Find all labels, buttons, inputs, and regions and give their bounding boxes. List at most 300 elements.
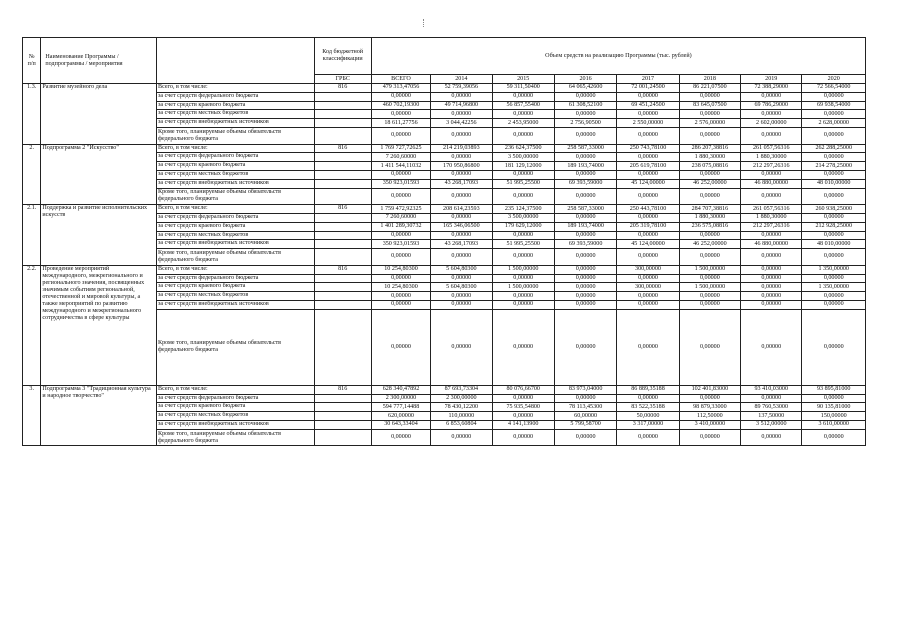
funding-source-label: Всего, в том числе:: [157, 144, 315, 153]
year-value-cell: 0,00000: [554, 249, 616, 266]
grbs-code: [314, 283, 371, 292]
year-value-cell: 112,50000: [679, 412, 740, 421]
year-value-cell: 83 522,35188: [617, 403, 679, 412]
year-value-cell: 0,00000: [431, 153, 492, 162]
year-value-cell: 0,00000: [802, 231, 866, 240]
year-value-cell: 150,00000: [802, 412, 866, 421]
year-value-cell: 137,50000: [741, 412, 802, 421]
year-value-cell: 78 430,12200: [431, 403, 492, 412]
col-code-header: Код бюджетной классификации: [314, 38, 371, 75]
year-value-cell: 0,00000: [679, 429, 740, 446]
year-value-cell: 0,00000: [492, 188, 554, 205]
year-value-cell: 0,00000: [431, 274, 492, 283]
year-value-cell: 0,00000: [492, 394, 554, 403]
total-value-cell: 7 260,60000: [371, 213, 430, 222]
grbs-code: [314, 300, 371, 309]
year-value-cell: 0,00000: [554, 292, 616, 301]
year-value-cell: 0,00000: [802, 249, 866, 266]
year-value-cell: 0,00000: [431, 188, 492, 205]
grbs-code: [314, 274, 371, 283]
year-value-cell: 80 076,66700: [492, 385, 554, 394]
year-value-cell: 0,00000: [554, 309, 616, 385]
year-value-cell: 78 113,45300: [554, 403, 616, 412]
funding-source-label: Всего, в том числе:: [157, 265, 315, 274]
year-value-cell: 1 500,00000: [492, 265, 554, 274]
year-value-cell: 0,00000: [679, 274, 740, 283]
year-value-cell: 170 950,86800: [431, 162, 492, 171]
year-value-cell: 1 350,00000: [802, 283, 866, 292]
year-value-cell: 0,00000: [617, 231, 679, 240]
year-value-cell: 1 350,00000: [802, 265, 866, 274]
row-number: 2.2.: [23, 265, 41, 385]
year-value-cell: 0,00000: [741, 170, 802, 179]
funding-source-label: за счет средств местных бюджетов: [157, 110, 315, 119]
year-value-cell: 0,00000: [554, 110, 616, 119]
funding-source-label: за счет средств внебюджетных источников: [157, 420, 315, 429]
year-value-cell: 0,00000: [554, 231, 616, 240]
year-value-cell: 205 319,78100: [617, 222, 679, 231]
total-value-cell: 1 411 544,11032: [371, 162, 430, 171]
year-value-cell: 261 057,56316: [741, 205, 802, 214]
year-value-cell: 46 880,00000: [741, 240, 802, 249]
year-value-cell: 86 889,35188: [617, 385, 679, 394]
year-value-cell: 235 124,37500: [492, 205, 554, 214]
year-value-cell: 0,00000: [492, 110, 554, 119]
grbs-code: 816: [314, 144, 371, 153]
total-value-cell: 1 769 727,72625: [371, 144, 430, 153]
year-value-cell: 0,00000: [802, 92, 866, 101]
col-year-header: 2020: [802, 75, 866, 84]
year-value-cell: 0,00000: [802, 274, 866, 283]
year-value-cell: 0,00000: [554, 429, 616, 446]
year-value-cell: 165 346,06500: [431, 222, 492, 231]
grbs-code: [314, 249, 371, 266]
year-value-cell: 46 252,00000: [679, 240, 740, 249]
year-value-cell: 2 453,95000: [492, 119, 554, 128]
row-number: 1.3.: [23, 84, 41, 145]
year-value-cell: 69 451,24500: [617, 101, 679, 110]
funding-source-label: Кроме того, планируемые объемы обязательств федерального бюджета: [157, 249, 315, 266]
year-value-cell: 0,00000: [802, 170, 866, 179]
year-value-cell: 5 604,80300: [431, 265, 492, 274]
year-value-cell: 3 410,00000: [679, 420, 740, 429]
total-value-cell: 0,00000: [371, 309, 430, 385]
year-value-cell: 0,00000: [679, 249, 740, 266]
year-value-cell: 0,00000: [617, 274, 679, 283]
funding-source-label: за счет средств краевого бюджета: [157, 283, 315, 292]
year-value-cell: 179 629,12000: [492, 222, 554, 231]
year-value-cell: 0,00000: [617, 153, 679, 162]
total-value-cell: 0,00000: [371, 231, 430, 240]
total-value-cell: 1 401 289,30732: [371, 222, 430, 231]
program-name: Развитие музейного дела: [41, 84, 157, 145]
funding-source-label: Всего, в том числе:: [157, 385, 315, 394]
year-value-cell: 181 129,12000: [492, 162, 554, 171]
year-value-cell: 0,00000: [617, 188, 679, 205]
total-value-cell: 7 260,60000: [371, 153, 430, 162]
year-value-cell: 1 880,30000: [679, 213, 740, 222]
year-value-cell: 0,00000: [431, 92, 492, 101]
year-value-cell: 0,00000: [554, 394, 616, 403]
col-year-header: 2019: [741, 75, 802, 84]
year-value-cell: 214 278,25000: [802, 162, 866, 171]
year-value-cell: 0,00000: [741, 92, 802, 101]
year-value-cell: 0,00000: [554, 265, 616, 274]
year-value-cell: 238 075,08816: [679, 162, 740, 171]
total-value-cell: 0,00000: [371, 127, 430, 144]
year-value-cell: 52 759,39056: [431, 84, 492, 93]
year-value-cell: 0,00000: [617, 300, 679, 309]
funding-source-label: за счет средств краевого бюджета: [157, 403, 315, 412]
total-value-cell: 0,00000: [371, 188, 430, 205]
year-value-cell: 0,00000: [617, 309, 679, 385]
year-value-cell: 3 500,00000: [492, 213, 554, 222]
year-value-cell: 0,00000: [492, 274, 554, 283]
table-row: [23, 205, 866, 214]
col-year-header: 2017: [617, 75, 679, 84]
table-row: [23, 144, 866, 153]
year-value-cell: 86 221,07500: [679, 84, 740, 93]
year-value-cell: 2 628,00000: [802, 119, 866, 128]
year-value-cell: 0,00000: [741, 265, 802, 274]
col-total-header: ВСЕГО: [371, 75, 430, 84]
year-value-cell: 0,00000: [802, 429, 866, 446]
row-number: 3.: [23, 385, 41, 446]
total-value-cell: 10 254,80300: [371, 283, 430, 292]
funding-source-label: Кроме того, планируемые объемы обязательств федерального бюджета: [157, 429, 315, 446]
year-value-cell: 0,00000: [741, 231, 802, 240]
total-value-cell: 0,00000: [371, 429, 430, 446]
year-value-cell: 69 393,59000: [554, 240, 616, 249]
funding-source-label: Кроме того, планируемые объемы обязательств федерального бюджета: [157, 309, 315, 385]
grbs-code: [314, 429, 371, 446]
year-value-cell: 43 268,17093: [431, 240, 492, 249]
year-value-cell: 212 928,25000: [802, 222, 866, 231]
year-value-cell: 0,00000: [431, 249, 492, 266]
grbs-code: [314, 403, 371, 412]
year-value-cell: 5 799,58700: [554, 420, 616, 429]
year-value-cell: 0,00000: [802, 127, 866, 144]
funding-source-label: за счет средств краевого бюджета: [157, 162, 315, 171]
funding-source-label: за счет средств федерального бюджета: [157, 92, 315, 101]
col-year-header: 2018: [679, 75, 740, 84]
program-name: Проведение мероприятий международного, межрегионального и регионального значения, посвященных значимым событиям региональной, отечественной и мировой культуры, а также мероприятий по развитию международного и межрегионального сотрудничества в сфере культуры: [41, 265, 157, 385]
year-value-cell: 45 124,00000: [617, 240, 679, 249]
grbs-code: [314, 127, 371, 144]
year-value-cell: 51 995,25500: [492, 179, 554, 188]
col-year-header: 2016: [554, 75, 616, 84]
year-value-cell: 0,00000: [431, 127, 492, 144]
grbs-code: [314, 153, 371, 162]
year-value-cell: 2 756,90500: [554, 119, 616, 128]
year-value-cell: 0,00000: [802, 110, 866, 119]
funding-source-label: за счет средств федерального бюджета: [157, 274, 315, 283]
year-value-cell: 1 500,00000: [679, 265, 740, 274]
year-value-cell: 0,00000: [617, 110, 679, 119]
grbs-code: [314, 292, 371, 301]
year-value-cell: 2 602,00000: [741, 119, 802, 128]
year-value-cell: 98 879,33000: [679, 403, 740, 412]
funding-source-label: за счет средств внебюджетных источников: [157, 179, 315, 188]
year-value-cell: 75 935,54800: [492, 403, 554, 412]
grbs-code: [314, 231, 371, 240]
grbs-code: [314, 92, 371, 101]
year-value-cell: 0,00000: [554, 300, 616, 309]
year-value-cell: 72 566,54000: [802, 84, 866, 93]
col-num-header: № п/п: [23, 38, 41, 84]
year-value-cell: 46 880,00000: [741, 179, 802, 188]
year-value-cell: 4 141,13900: [492, 420, 554, 429]
grbs-code: [314, 162, 371, 171]
year-value-cell: 72 001,24500: [617, 84, 679, 93]
year-value-cell: 0,00000: [554, 127, 616, 144]
year-value-cell: 189 193,74000: [554, 222, 616, 231]
year-value-cell: 87 693,73304: [431, 385, 492, 394]
year-value-cell: 0,00000: [679, 170, 740, 179]
year-value-cell: 0,00000: [492, 92, 554, 101]
funding-source-label: за счет средств федерального бюджета: [157, 213, 315, 222]
year-value-cell: 1 880,30000: [741, 213, 802, 222]
funding-source-label: за счет средств местных бюджетов: [157, 170, 315, 179]
page-marker: [423, 19, 426, 27]
year-value-cell: 43 268,17093: [431, 179, 492, 188]
year-value-cell: 0,00000: [431, 429, 492, 446]
year-value-cell: 102 401,83000: [679, 385, 740, 394]
year-value-cell: 56 857,55400: [492, 101, 554, 110]
year-value-cell: 0,00000: [679, 127, 740, 144]
year-value-cell: 0,00000: [679, 300, 740, 309]
year-value-cell: 0,00000: [802, 188, 866, 205]
year-value-cell: 250 443,78100: [617, 205, 679, 214]
col-grbs-header: ГРБС: [314, 75, 371, 84]
year-value-cell: 0,00000: [741, 394, 802, 403]
total-value-cell: 594 777,14488: [371, 403, 430, 412]
funding-source-label: за счет средств местных бюджетов: [157, 292, 315, 301]
year-value-cell: 300,00000: [617, 265, 679, 274]
year-value-cell: 0,00000: [679, 92, 740, 101]
year-value-cell: 0,00000: [431, 170, 492, 179]
total-value-cell: 0,00000: [371, 170, 430, 179]
total-value-cell: 18 611,27756: [371, 119, 430, 128]
total-value-cell: 460 702,19300: [371, 101, 430, 110]
grbs-code: [314, 213, 371, 222]
year-value-cell: 3 512,00000: [741, 420, 802, 429]
year-value-cell: 51 995,25500: [492, 240, 554, 249]
year-value-cell: 0,00000: [554, 283, 616, 292]
col-year-header: 2015: [492, 75, 554, 84]
grbs-code: [314, 412, 371, 421]
funding-source-label: Кроме того, планируемые объемы обязательств федерального бюджета: [157, 127, 315, 144]
year-value-cell: 250 743,78100: [617, 144, 679, 153]
year-value-cell: 208 614,23593: [431, 205, 492, 214]
year-value-cell: 46 252,00000: [679, 179, 740, 188]
year-value-cell: 205 619,78100: [617, 162, 679, 171]
funding-source-label: за счет средств местных бюджетов: [157, 412, 315, 421]
year-value-cell: 89 760,53000: [741, 403, 802, 412]
year-value-cell: 0,00000: [431, 309, 492, 385]
year-value-cell: 0,00000: [741, 429, 802, 446]
year-value-cell: 0,00000: [492, 170, 554, 179]
year-value-cell: 0,00000: [554, 92, 616, 101]
year-value-cell: 0,00000: [554, 213, 616, 222]
total-value-cell: 0,00000: [371, 249, 430, 266]
year-value-cell: 0,00000: [802, 292, 866, 301]
table-header: [23, 38, 866, 84]
year-value-cell: 0,00000: [617, 127, 679, 144]
funding-source-label: за счет средств федерального бюджета: [157, 153, 315, 162]
year-value-cell: 0,00000: [554, 188, 616, 205]
total-value-cell: 1 759 472,92325: [371, 205, 430, 214]
grbs-code: 816: [314, 385, 371, 394]
total-value-cell: 10 254,80300: [371, 265, 430, 274]
year-value-cell: 59 311,50400: [492, 84, 554, 93]
year-value-cell: 0,00000: [802, 309, 866, 385]
grbs-code: [314, 170, 371, 179]
total-value-cell: 620,00000: [371, 412, 430, 421]
year-value-cell: 0,00000: [679, 394, 740, 403]
year-value-cell: 0,00000: [679, 309, 740, 385]
total-value-cell: 0,00000: [371, 292, 430, 301]
year-value-cell: 0,00000: [741, 300, 802, 309]
grbs-code: [314, 179, 371, 188]
year-value-cell: 1 880,30000: [741, 153, 802, 162]
year-value-cell: 0,00000: [554, 153, 616, 162]
year-value-cell: 0,00000: [431, 292, 492, 301]
grbs-code: [314, 394, 371, 403]
year-value-cell: 212 297,26316: [741, 162, 802, 171]
year-value-cell: 64 065,42600: [554, 84, 616, 93]
year-value-cell: 50,00000: [617, 412, 679, 421]
year-value-cell: 0,00000: [741, 292, 802, 301]
funding-source-label: за счет средств местных бюджетов: [157, 231, 315, 240]
year-value-cell: 45 124,00000: [617, 179, 679, 188]
year-value-cell: 0,00000: [679, 110, 740, 119]
year-value-cell: 110,00000: [431, 412, 492, 421]
year-value-cell: 0,00000: [617, 429, 679, 446]
year-value-cell: 284 707,38816: [679, 205, 740, 214]
program-name: Поддержка и развитие исполнительских искусств: [41, 205, 157, 266]
year-value-cell: 0,00000: [492, 292, 554, 301]
funding-source-label: за счет средств краевого бюджета: [157, 101, 315, 110]
year-value-cell: 0,00000: [492, 231, 554, 240]
grbs-code: [314, 101, 371, 110]
year-value-cell: 93 895,81000: [802, 385, 866, 394]
year-value-cell: 0,00000: [741, 283, 802, 292]
year-value-cell: 83 645,07500: [679, 101, 740, 110]
year-value-cell: 0,00000: [492, 300, 554, 309]
grbs-code: [314, 188, 371, 205]
program-name: Подпрограмма 2 "Искусство": [41, 144, 157, 205]
col-year-header: 2014: [431, 75, 492, 84]
total-value-cell: 0,00000: [371, 110, 430, 119]
total-value-cell: 350 923,01593: [371, 240, 430, 249]
row-number: 2.1.: [23, 205, 41, 266]
year-value-cell: 214 219,03893: [431, 144, 492, 153]
year-value-cell: 0,00000: [679, 292, 740, 301]
year-value-cell: 0,00000: [741, 274, 802, 283]
year-value-cell: 0,00000: [802, 394, 866, 403]
year-value-cell: 0,00000: [492, 412, 554, 421]
year-value-cell: 72 388,29000: [741, 84, 802, 93]
year-value-cell: 0,00000: [741, 127, 802, 144]
grbs-code: [314, 222, 371, 231]
year-value-cell: 69 393,59000: [554, 179, 616, 188]
table-row: [23, 265, 866, 274]
year-value-cell: 0,00000: [802, 213, 866, 222]
year-value-cell: 2 576,00000: [679, 119, 740, 128]
year-value-cell: 261 057,56316: [741, 144, 802, 153]
col-name-header: Наименование Программы / подпрограммы / мероприятия: [41, 38, 157, 84]
year-value-cell: 236 624,37500: [492, 144, 554, 153]
grbs-code: [314, 420, 371, 429]
year-value-cell: 48 010,00000: [802, 179, 866, 188]
year-value-cell: 0,00000: [617, 92, 679, 101]
year-value-cell: 5 604,80300: [431, 283, 492, 292]
grbs-code: [314, 309, 371, 385]
year-value-cell: 2 300,00000: [431, 394, 492, 403]
year-value-cell: 0,00000: [679, 188, 740, 205]
funding-source-label: Кроме того, планируемые объемы обязательств федерального бюджета: [157, 188, 315, 205]
year-value-cell: 0,00000: [492, 309, 554, 385]
year-value-cell: 1 880,30000: [679, 153, 740, 162]
table-body: [23, 84, 866, 446]
total-value-cell: 0,00000: [371, 274, 430, 283]
year-value-cell: 3 500,00000: [492, 153, 554, 162]
year-value-cell: 2 550,00000: [617, 119, 679, 128]
funding-source-label: за счет средств краевого бюджета: [157, 222, 315, 231]
year-value-cell: 90 135,81000: [802, 403, 866, 412]
grbs-code: 816: [314, 205, 371, 214]
year-value-cell: 0,00000: [741, 249, 802, 266]
table-row: [23, 385, 866, 394]
year-value-cell: 0,00000: [431, 300, 492, 309]
year-value-cell: 0,00000: [492, 249, 554, 266]
year-value-cell: 3 610,00000: [802, 420, 866, 429]
year-value-cell: 0,00000: [617, 292, 679, 301]
year-value-cell: 93 410,03000: [741, 385, 802, 394]
grbs-code: 816: [314, 265, 371, 274]
year-value-cell: 0,00000: [492, 429, 554, 446]
total-value-cell: 628 340,47892: [371, 385, 430, 394]
year-value-cell: 0,00000: [431, 110, 492, 119]
grbs-code: [314, 110, 371, 119]
total-value-cell: 0,00000: [371, 92, 430, 101]
grbs-code: 816: [314, 84, 371, 93]
row-number: 2.: [23, 144, 41, 205]
year-value-cell: 0,00000: [741, 188, 802, 205]
year-value-cell: 258 587,33000: [554, 205, 616, 214]
year-value-cell: 0,00000: [802, 153, 866, 162]
grbs-code: [314, 119, 371, 128]
year-value-cell: 236 575,08816: [679, 222, 740, 231]
year-value-cell: 0,00000: [741, 309, 802, 385]
year-value-cell: 0,00000: [431, 231, 492, 240]
year-value-cell: 286 207,38816: [679, 144, 740, 153]
grbs-code: [314, 240, 371, 249]
year-value-cell: 0,00000: [492, 127, 554, 144]
year-value-cell: 49 714,96800: [431, 101, 492, 110]
col-blank-header: [157, 38, 315, 84]
year-value-cell: 0,00000: [679, 231, 740, 240]
year-value-cell: 0,00000: [617, 249, 679, 266]
year-value-cell: 260 938,25000: [802, 205, 866, 214]
year-value-cell: 0,00000: [741, 110, 802, 119]
year-value-cell: 61 308,52100: [554, 101, 616, 110]
year-value-cell: 60,00000: [554, 412, 616, 421]
year-value-cell: 189 193,74000: [554, 162, 616, 171]
program-name: Подпрограмма 3 "Традиционная культура и народное творчество": [41, 385, 157, 446]
year-value-cell: 1 500,00000: [492, 283, 554, 292]
